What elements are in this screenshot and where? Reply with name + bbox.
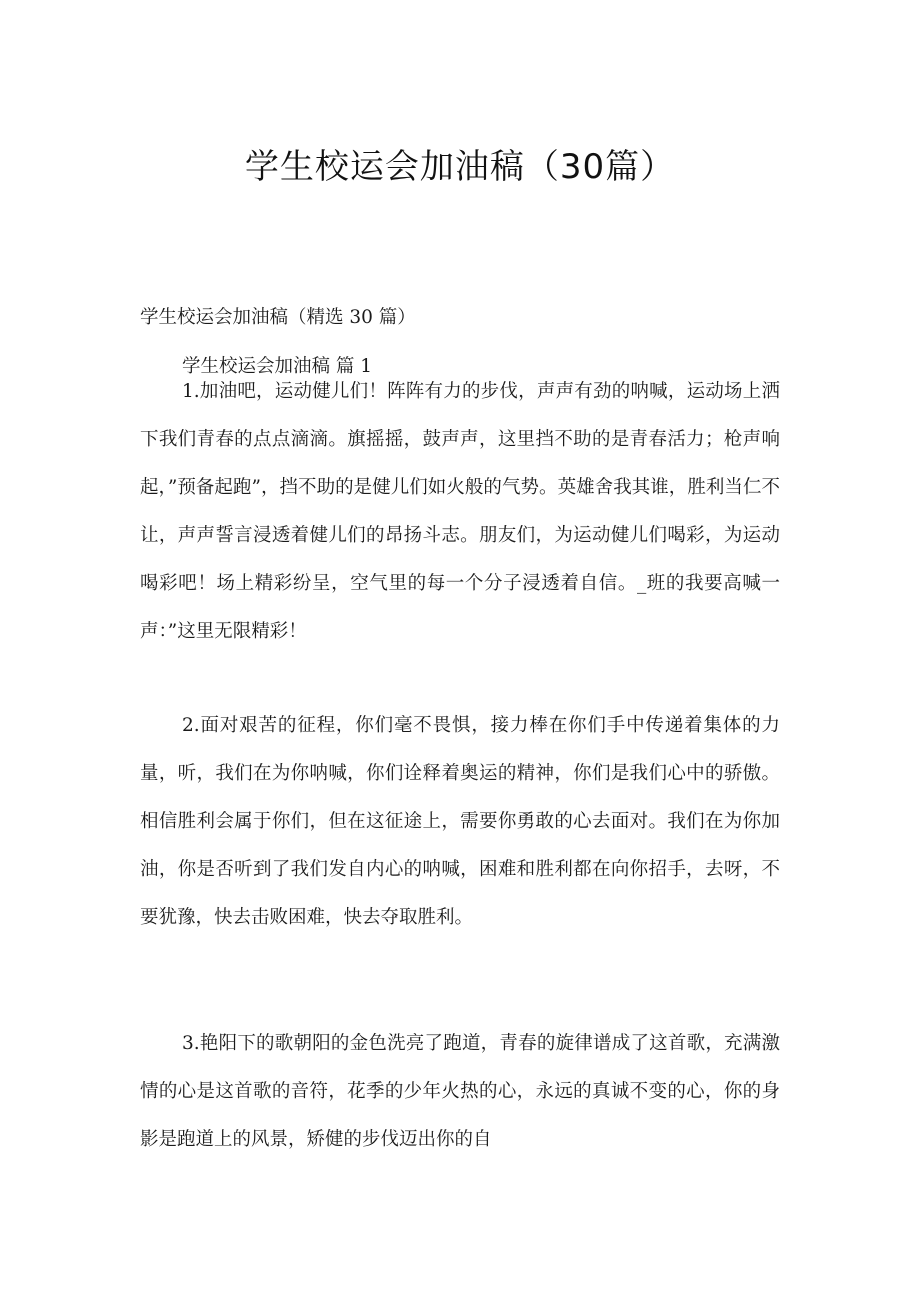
document-title: 学生校运会加油稿（30篇）	[244, 147, 676, 187]
paragraph-2: 2.面对艰苦的征程，你们毫不畏惧，接力棒在你们手中传递着集体的力量，听，我们在为你呐喊，你们诠释着奥运的精神，你们是我们心中的骄傲。相信胜利会属于你们，但在这征途上，需要你勇敢的心去面对。我们在为你加油，你是否听到了我们发自内心的呐喊，困难和胜利都在向你招手，去呀，不要犹豫，快去击败困难，快去夺取胜利。	[140, 715, 780, 928]
paragraph-1: 1.加油吧，运动健儿们！阵阵有力的步伐，声声有劲的呐喊，运动场上洒下我们青春的点点滴滴。旗摇摇，鼓声声，这里挡不助的是青春活力；枪声响起，”预备起跑”，挡不助的是健儿们如火般的气势。英雄舍我其谁，胜利当仁不让，声声誓言浸透着健儿们的昂扬斗志。朋友们，为运动健儿们喝彩，为运动喝彩吧！场上精彩纷呈，空气里的每一个分子浸透着自信。_班的我要高喊一声：”这里无限精彩！	[140, 381, 780, 642]
paragraph-3: 3.艳阳下的歌朝阳的金色洗亮了跑道，青春的旋律谱成了这首歌，充满激情的心是这首歌的音符，花季的少年火热的心，永远的真诚不变的心，你的身影是跑道上的风景，矫健的步伐迈出你的自	[140, 1033, 780, 1150]
section-heading: 学生校运会加油稿 篇 1	[182, 356, 373, 377]
document-subtitle: 学生校运会加油稿（精选 30 篇）	[140, 307, 416, 328]
